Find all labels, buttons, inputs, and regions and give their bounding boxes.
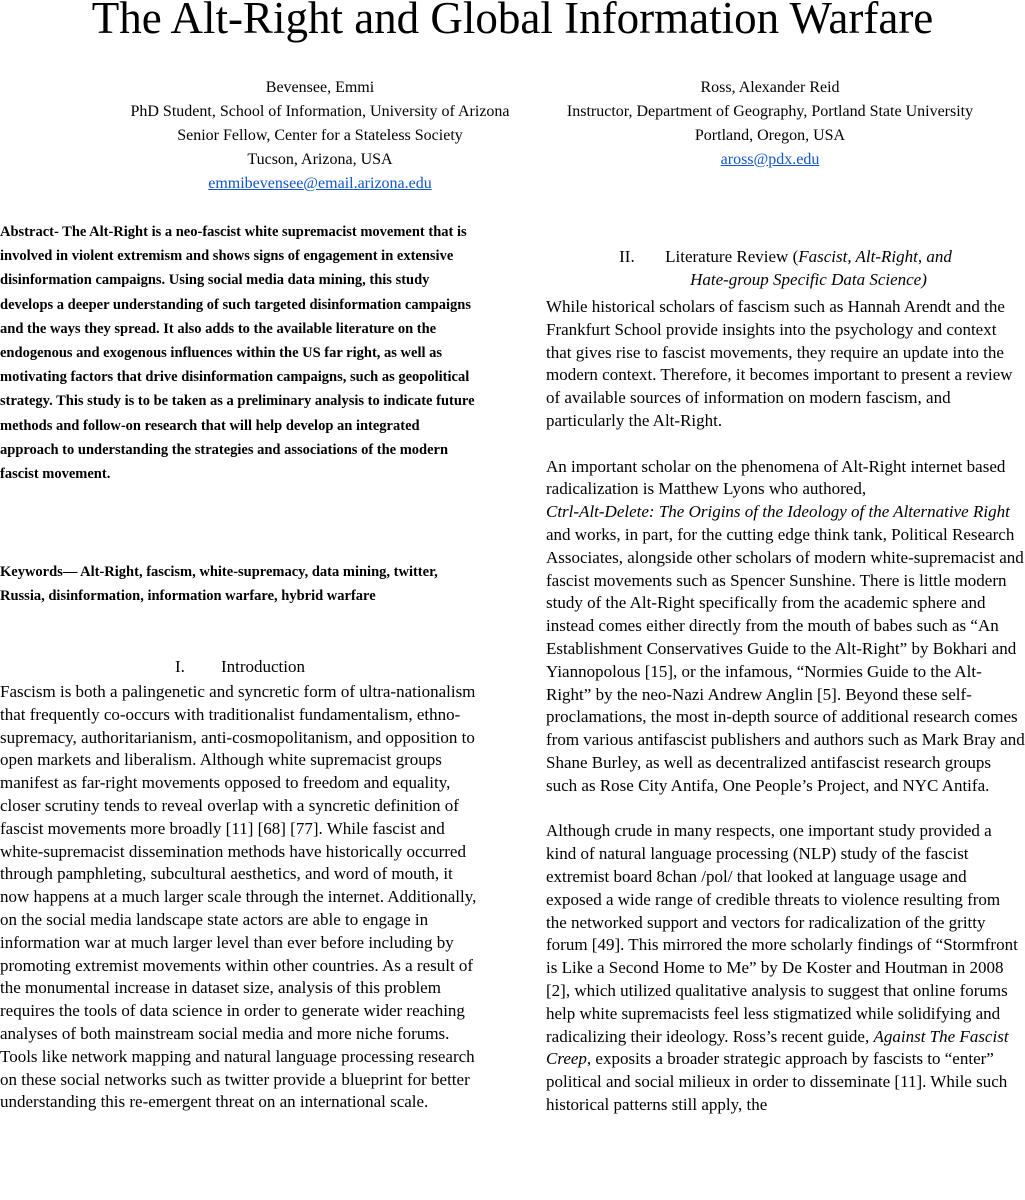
section-title-italic: Hate-group Specific Data Science)	[690, 269, 927, 289]
abstract-text: Abstract- The Alt-Right is a neo-fascist white supremacist movement that is involved in violent extremism and shows signs of engagement in extensive disinformation campaigns. Using social media data mining, this study develops a deeper understanding of such targeted disinformation campaigns and the ways they spread. It also adds to the available literature on the endogenous and exogenous influences within the US far right, as well as motivating factors that drive disinformation campaigns, such as geopolitical strategy. This study is to be taken as a preliminary analysis to indicate future methods and follow-on research that will help develop an integrated approach to understanding the strategies and associations of the modern fascist movement.	[0, 224, 475, 483]
author-affiliation: Senior Fellow, Center for a Stateless Society	[177, 127, 463, 144]
literature-paragraph: An important scholar on the phenomena of Alt-Right internet based radicalization is Matthew Lyons who authored, Ctrl-Alt-Delete: The Origins of the Ideology of the Alternative Right and works, in part, for the cutting edge think tank, Political Research Associates, alongside other scholars of modern white-supremacist and fascist movements such as Spencer Sunshine. There is little modern study of the Alt-Right specifically from the academic sphere and instead comes either directly from the mouth of babes such as “An Establishment Conservatives Guide to the Alt-Right” by Bokhari and Yiannopolous [15], or the infamous, “Normies Guide to the Alt-Right” by the neo-Nazi Andrew Anglin [5]. Beyond these self-proclamations, the most in-depth source of additional research comes from various antifascist publishers and authors such as Mark Bray and Shane Burley, as well as decentralized antifascist research groups such as Rose City Antifa, One People’s Project, and NYC Antifa.	[546, 456, 1025, 795]
literature-paragraph: While historical scholars of fascism such as Hannah Arendt and the Frankfurt School provide insights into the psychology and context that gives rise to fascist movements, they require an update into the modern context. Therefore, it becomes important to present a review of available sources of information on modern fascism, and particularly the Alt-Right.	[546, 297, 1013, 430]
literature-paragraph: Although crude in many respects, one important study provided a kind of natural language processing (NLP) study of the fascist extremist board 8chan /pol/ that looked at language usage and exposed a wide range of credible threats to violence resulting from the networked support and vectors for radicalization of the gritty forum [49]. This mirrored the more scholarly findings of “Stormfront is Like a Second Home to Me” by De Koster and Houtman in 2008 [2], which utilized qualitative analysis to suggest that online forums help white supremacists feel less stigmatized while solidifying and radicalizing their ideology. Ross’s recent guide, Against The Fascist Creep, exposits a broader strategic approach by fascists to “enter” political and social milieux in order to disseminate [11]. While such historical patterns still apply, the	[546, 821, 1018, 1114]
author-affiliation: Instructor, Department of Geography, Portland State University	[566, 103, 974, 120]
author-location: Tucson, Arizona, USA	[247, 151, 393, 168]
author-affiliation: PhD Student, School of Information, University of Arizona	[130, 103, 510, 120]
author-name: Ross, Alexander Reid	[700, 79, 840, 96]
section-title: Literature Review (	[665, 247, 799, 266]
section-number: II.	[619, 247, 635, 266]
author-location: Portland, Oregon, USA	[694, 127, 846, 144]
section-heading-literature-review	[546, 246, 1025, 291]
author-name: Bevensee, Emmi	[265, 79, 375, 96]
section-title-italic: Fascist, Alt-Right, and	[798, 247, 952, 266]
author-email-link[interactable]: emmibevensee@email.arizona.edu	[208, 175, 432, 192]
author-email-link[interactable]: aross@pdx.edu	[720, 151, 820, 168]
section-title: Introduction	[220, 657, 306, 676]
keywords: Keywords— Alt-Right, fascism, white-supremacy, data mining, twitter, Russia, disinformation, information warfare, hybrid warfare	[0, 564, 438, 605]
abstract	[0, 220, 480, 486]
section-heading-introduction	[0, 656, 480, 679]
introduction-paragraph: Fascism is both a palingenetic and syncretic form of ultra-nationalism that frequently co-occurs with traditionalist fundamentalism, ethno-supremacy, authoritarianism, anti-cosmopolitanism, and opposition to open markets and liberalism. Although white supremacist groups manifest as far-right movements opposed to freedom and equality, closer scrutiny tends to reveal overlap with a syncretic definition of fascist movements more broadly [11] [68] [77]. While fascist and white-supremacist dissemination methods have historically occurred through pamphleting, subcultural aesthetics, and word of mouth, it now happens at a much larger scale through the internet. Additionally, on the social media landscape state actors are able to engage in information war at much larger level than ever before including by promoting extremist movements within other countries. As a result of the monumental increase in dataset size, analysis of this problem requires the tools of data science in order to generate wider reaching analyses of both mainstream social media and more niche forums. Tools like network mapping and natural language processing research on these social networks such as twitter provide a blueprint for better understanding this re-emergent threat on an international scale.	[0, 682, 477, 1112]
literature-review-section	[546, 296, 1025, 1139]
author-block-ross	[535, 76, 1005, 172]
paper-title: The Alt-Right and Global Information Warfare	[91, 0, 934, 43]
section-number: I.	[174, 657, 185, 676]
introduction-section	[0, 681, 480, 1137]
author-block-bevensee	[100, 76, 540, 196]
